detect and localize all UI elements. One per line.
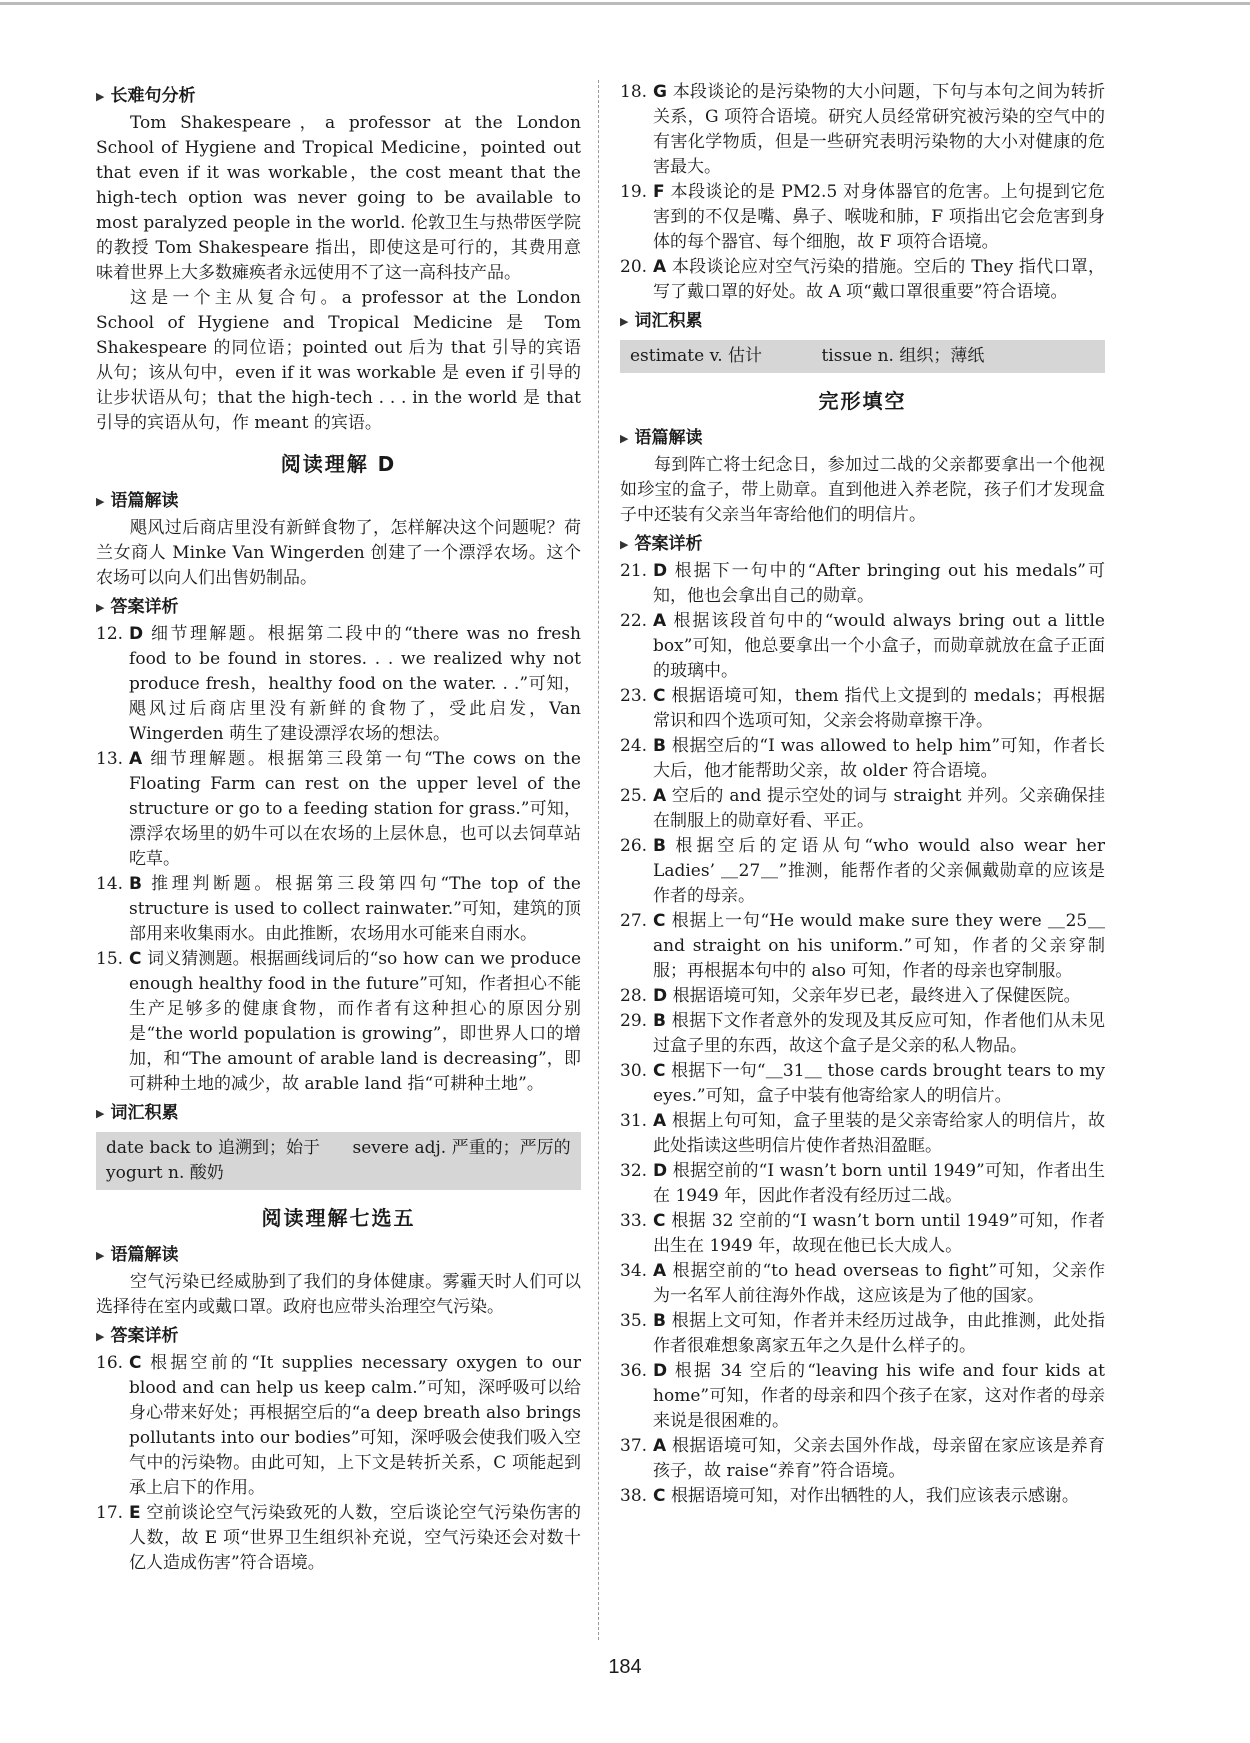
answer-key: C	[653, 911, 666, 931]
section-heading: ▶ 答案详析	[96, 595, 581, 620]
answer-text: 细节理解题。根据第三段第一句“The cows on the Floating Farm can rest on the upper level of the structure or go to a feeding station for grass.”可知，漂浮农场里的奶牛可以在农场的上层休息，也可以去饲草站吃草。	[129, 749, 581, 869]
vocab-item: yogurt n. 酸奶	[106, 1163, 224, 1183]
answer-key: C	[129, 1353, 142, 1373]
answer-number: 33.	[620, 1211, 648, 1231]
answer-list	[620, 80, 1105, 305]
answer-key: A	[653, 1436, 667, 1456]
answer-body	[653, 1109, 1105, 1159]
answer-body	[129, 622, 581, 747]
answer-item	[620, 1059, 1105, 1109]
answer-text: 根据下文作者意外的发现及其反应可知，作者他们从未见过盒子里的东西，故这个盒子是父亲的私人物品。	[653, 1011, 1105, 1056]
answer-number: 25.	[620, 786, 648, 806]
answer-item	[620, 1009, 1105, 1059]
answer-key: C	[653, 1211, 666, 1231]
answer-number: 16.	[96, 1353, 124, 1373]
answer-body	[653, 1009, 1105, 1059]
section-title: 阅读理解 D	[280, 452, 397, 476]
answer-key: A	[653, 1111, 667, 1131]
answer-body	[129, 1351, 581, 1501]
answer-text: 空前谈论空气污染致死的人数，空后谈论空气污染伤害的人数，故 E 项“世界卫生组织补充说，空气污染还会对数十亿人造成伤害”符合语境。	[129, 1503, 582, 1573]
answer-body	[653, 1434, 1105, 1484]
answer-number: 34.	[620, 1261, 648, 1281]
answer-text: 根据语境可知，父亲去国外作战，母亲留在家应该是养育孩子，故 raise“养育”符合语境。	[653, 1436, 1106, 1481]
answer-item	[620, 1359, 1105, 1434]
answer-text: 根据语境可知，对作出牺牲的人，我们应该表示感谢。	[670, 1486, 1079, 1506]
answer-text: 细节理解题。根据第二段中的“there was no fresh food to be found in stores. . . we realized why not produce fresh，healthy food on the water. . .”可知，飓风过后商店里没有新鲜的食物了，受此启发，Van Wingerden 萌生了建设漂浮农场的想法。	[129, 624, 581, 744]
answer-item	[620, 834, 1105, 909]
answer-text: 根据语境可知，them 指代上文提到的 medals；再根据常识和四个选项可知，父亲会将勋章擦干净。	[653, 686, 1105, 731]
answer-text: 根据 34 空后的“leaving his wife and four kids at home”可知，作者的母亲和四个孩子在家，这对作者的母亲来说是很困难的。	[653, 1361, 1106, 1431]
answer-item	[620, 784, 1105, 834]
answer-text: 词义猜测题。根据画线词后的“so how can we produce enough healthy food in the future”可知，作者担心不能生产足够多的健康食物，而作者有这种担心的原因分别是“the world population is growing”，即世界人口的增加，和“The amount of arable land is decreasing”，即可耕种土地的减少，故 arable land 指“可耕种土地”。	[129, 949, 582, 1094]
answer-body	[653, 1484, 1105, 1509]
answer-body	[653, 1309, 1105, 1359]
section-heading: ▶ 语篇解读	[96, 1243, 581, 1268]
answer-list	[96, 1351, 581, 1576]
answer-text: 根据空后的“I was allowed to help him”可知，作者长大后，他才能帮助父亲，故 older 符合语境。	[653, 736, 1105, 781]
answer-number: 12.	[96, 624, 124, 644]
answer-item	[96, 1351, 581, 1501]
answer-number: 18.	[620, 82, 648, 102]
answer-key: C	[653, 1061, 666, 1081]
answer-number: 19.	[620, 182, 648, 202]
answer-number: 17.	[96, 1503, 124, 1523]
answer-item	[96, 872, 581, 947]
answer-item	[620, 1484, 1105, 1509]
arrow-icon: ▶	[620, 538, 629, 551]
answer-body	[129, 872, 581, 947]
answer-number: 20.	[620, 257, 648, 277]
arrow-icon: ▶	[96, 495, 105, 508]
answer-item	[620, 734, 1105, 784]
answer-key: C	[129, 949, 142, 969]
section-heading: ▶ 答案详析	[620, 532, 1105, 557]
top-border	[0, 2, 1250, 5]
answer-number: 21.	[620, 561, 648, 581]
answer-key: D	[653, 1161, 668, 1181]
answer-key: B	[653, 836, 667, 856]
vocab-item: estimate v. 估计	[630, 346, 762, 366]
arrow-icon: ▶	[96, 601, 105, 614]
answer-text: 根据下一句中的“After bringing out his medals”可知，他也会拿出自己的勋章。	[653, 561, 1105, 606]
answer-text: 本段谈论的是污染物的大小问题，下句与本句之间为转折关系，G 项符合语境。研究人员经常研究被污染的空气中的有害化学物质，但是一些研究表明污染物的大小对健康的危害最大。	[653, 82, 1106, 177]
answer-item	[620, 609, 1105, 684]
answer-text: 根据 32 空前的“I wasn’t born until 1949”可知，作者出生在 1949 年，故现在他已长大成人。	[653, 1211, 1106, 1256]
arrow-icon: ▶	[620, 432, 629, 445]
answer-key: D	[653, 986, 668, 1006]
answer-number: 28.	[620, 986, 648, 1006]
arrow-icon: ▶	[620, 315, 629, 328]
answer-text: 根据上一句“He would make sure they were ＿25＿ and straight on his uniform.”可知，作者的父亲穿制服；再根据本句中的 also 可知，作者的母亲也穿制服。	[653, 911, 1106, 981]
answer-number: 13.	[96, 749, 124, 769]
answer-number: 30.	[620, 1061, 648, 1081]
vocab-item: date back to 追溯到；始于	[106, 1138, 321, 1158]
answer-number: 27.	[620, 911, 648, 931]
answer-item	[620, 909, 1105, 984]
answer-item	[620, 684, 1105, 734]
answer-number: 31.	[620, 1111, 648, 1131]
vocab-item: severe adj. 严重的；严厉的	[352, 1138, 571, 1158]
answer-text: 根据空后的定语从句“who would also wear her Ladies’ ＿27＿”推测，能帮作者的父亲佩戴勋章的应该是作者的母亲。	[653, 836, 1105, 906]
right-column	[620, 80, 1105, 1509]
answer-text: 根据该段首句中的“would always bring out a little box”可知，他总要拿出一个小盒子，而勋章就放在盒子正面的玻璃中。	[653, 611, 1105, 681]
answer-item	[620, 80, 1105, 180]
arrow-icon: ▶	[96, 1330, 105, 1343]
answer-body	[653, 609, 1105, 684]
answer-item	[620, 1434, 1105, 1484]
answer-body	[129, 1501, 581, 1576]
section-heading: ▶ 答案详析	[96, 1324, 581, 1349]
answer-item	[96, 622, 581, 747]
paragraph: 这是一个主从复合句。a professor at the London School of Hygiene and Tropical Medicine 是 Tom Shakespeare 的同位语；pointed out 后为 that 引导的宾语从句；该从句中，even if it was workable 是 even if 引导的让步状语从句；that the high-tech . . . in the world 是 that 引导的宾语从句，作 meant 的宾语。	[96, 288, 581, 433]
answer-item	[620, 1209, 1105, 1259]
answer-key: A	[653, 1261, 667, 1281]
answer-key: C	[653, 1486, 666, 1506]
answer-key: B	[653, 1311, 667, 1331]
answer-body	[653, 734, 1105, 784]
left-column	[96, 80, 581, 1576]
answer-number: 29.	[620, 1011, 648, 1031]
answer-item	[96, 1501, 581, 1576]
paragraph: 空气污染已经威胁到了我们的身体健康。雾霾天时人们可以选择待在室内或戴口罩。政府也应带头治理空气污染。	[96, 1272, 581, 1317]
answer-body	[653, 984, 1105, 1009]
answer-text: 空后的 and 提示空处的词与 straight 并列。父亲确保挂在制服上的勋章好看、平正。	[653, 786, 1105, 831]
vocab-box	[96, 1132, 581, 1190]
answer-text: 根据上文可知，作者并未经历过战争，由此推测，此处指作者很难想象离家五年之久是什么样子的。	[653, 1311, 1105, 1356]
answer-number: 15.	[96, 949, 124, 969]
answer-number: 22.	[620, 611, 648, 631]
answer-body	[653, 784, 1105, 834]
column-divider	[598, 80, 599, 1640]
answer-body	[653, 1259, 1105, 1309]
answer-item	[96, 747, 581, 872]
answer-number: 36.	[620, 1361, 648, 1381]
answer-body	[653, 1209, 1105, 1259]
answer-list	[620, 559, 1105, 1509]
answer-key: D	[129, 624, 144, 644]
paragraph: 飓风过后商店里没有新鲜食物了，怎样解决这个问题呢？荷兰女商人 Minke Van Wingerden 创建了一个漂浮农场。这个农场可以向人们出售奶制品。	[96, 518, 581, 588]
answer-key: B	[653, 1011, 667, 1031]
answer-body	[653, 80, 1105, 180]
answer-item	[96, 947, 581, 1097]
section-heading: ▶ 语篇解读	[96, 489, 581, 514]
answer-key: A	[653, 786, 667, 806]
section-heading: ▶ 词汇积累	[620, 309, 1105, 334]
answer-text: 根据空前的“to head overseas to fight”可知，父亲作为一名军人前往海外作战，这应该是为了他的国家。	[653, 1261, 1106, 1306]
answer-text: 根据空前的“I wasn’t born until 1949”可知，作者出生在 1949 年，因此作者没有经历过二战。	[653, 1161, 1105, 1206]
answer-body	[653, 559, 1105, 609]
answer-key: A	[653, 257, 667, 277]
answer-item	[620, 1259, 1105, 1309]
answer-key: A	[653, 611, 667, 631]
answer-text: 根据上句可知，盒子里装的是父亲寄给家人的明信片，故此处指读这些明信片使作者热泪盈眶。	[653, 1111, 1106, 1156]
answer-number: 23.	[620, 686, 648, 706]
answer-item	[620, 180, 1105, 255]
answer-item	[620, 1159, 1105, 1209]
answer-body	[653, 255, 1105, 305]
answer-key: B	[129, 874, 143, 894]
section-heading: ▶ 语篇解读	[620, 426, 1105, 451]
page-number: 184	[608, 1656, 642, 1678]
answer-body	[653, 1359, 1105, 1434]
answer-number: 35.	[620, 1311, 648, 1331]
answer-key: G	[653, 82, 668, 102]
answer-item	[620, 984, 1105, 1009]
answer-key: E	[129, 1503, 141, 1523]
vocab-box	[620, 340, 1105, 373]
answer-text: 根据空前的“It supplies necessary oxygen to our blood and can help us keep calm.”可知，深呼吸可以给身心带来好处；再根据空后的“a deep breath also brings pollutants into our bodies”可知，深呼吸会使我们吸入空气中的污染物。由此可知，上下文是转折关系，C 项能起到承上启下的作用。	[129, 1353, 582, 1498]
answer-list	[96, 622, 581, 1097]
answer-text: 本段谈论应对空气污染的措施。空后的 They 指代口罩，写了戴口罩的好处。故 A 项“戴口罩很重要”符合语境。	[653, 257, 1105, 302]
section-title: 完形填空	[818, 389, 907, 413]
answer-number: 38.	[620, 1486, 648, 1506]
answer-item	[620, 1309, 1105, 1359]
answer-body	[129, 747, 581, 872]
arrow-icon: ▶	[96, 1107, 105, 1120]
answer-text: 本段谈论的是 PM2.5 对身体器官的危害。上句提到它危害到的不仅是嘴、鼻子、喉咙和肺，F 项指出它会危害到身体的每个器官、每个细胞，故 F 项符合语境。	[653, 182, 1106, 252]
answer-key: B	[653, 736, 667, 756]
answer-body	[653, 834, 1105, 909]
answer-body	[653, 180, 1105, 255]
answer-body	[653, 1159, 1105, 1209]
answer-item	[620, 559, 1105, 609]
answer-text: 根据下一句“＿31＿ those cards brought tears to my eyes.”可知，盒子中装有他寄给家人的明信片。	[653, 1061, 1105, 1106]
answer-key: D	[653, 1361, 668, 1381]
paragraph: 每到阵亡将士纪念日，参加过二战的父亲都要拿出一个他视如珍宝的盒子，带上勋章。直到他进入养老院，孩子们才发现盒子中还装有父亲当年寄给他们的明信片。	[620, 455, 1105, 525]
arrow-icon: ▶	[96, 1249, 105, 1262]
answer-number: 14.	[96, 874, 124, 894]
answer-key: A	[129, 749, 143, 769]
answer-body	[653, 684, 1105, 734]
answer-text: 推理判断题。根据第三段第四句“The top of the structure is used to collect rainwater.”可知，建筑的顶部用来收集雨水。由此推断，农场用水可能来自雨水。	[129, 874, 581, 944]
section-title: 阅读理解七选五	[261, 1206, 416, 1230]
answer-item	[620, 1109, 1105, 1159]
answer-body	[653, 1059, 1105, 1109]
answer-key: D	[653, 561, 668, 581]
section-heading: ▶ 词汇积累	[96, 1101, 581, 1126]
answer-number: 24.	[620, 736, 648, 756]
paragraph: Tom Shakespeare，a professor at the London School of Hygiene and Tropical Medicine，pointed out that even if it was workable，the cost meant that the high-tech option was never going to be available to most paralyzed people in the world. 伦敦卫生与热带医学院的教授 Tom Shakespeare 指出，即使这是可行的，其费用意味着世界上大多数瘫痪者永远使用不了这一高科技产品。	[96, 113, 581, 283]
answer-number: 37.	[620, 1436, 648, 1456]
answer-key: F	[653, 182, 665, 202]
answer-text: 根据语境可知，父亲年岁已老，最终进入了保健医院。	[672, 986, 1081, 1006]
vocab-item: tissue n. 组织；薄纸	[821, 346, 985, 366]
answer-item	[620, 255, 1105, 305]
answer-key: C	[653, 686, 666, 706]
answer-body	[129, 947, 581, 1097]
section-heading: ▶ 长难句分析	[96, 84, 581, 109]
answer-body	[653, 909, 1105, 984]
answer-number: 26.	[620, 836, 648, 856]
answer-number: 32.	[620, 1161, 648, 1181]
arrow-icon: ▶	[96, 90, 105, 103]
